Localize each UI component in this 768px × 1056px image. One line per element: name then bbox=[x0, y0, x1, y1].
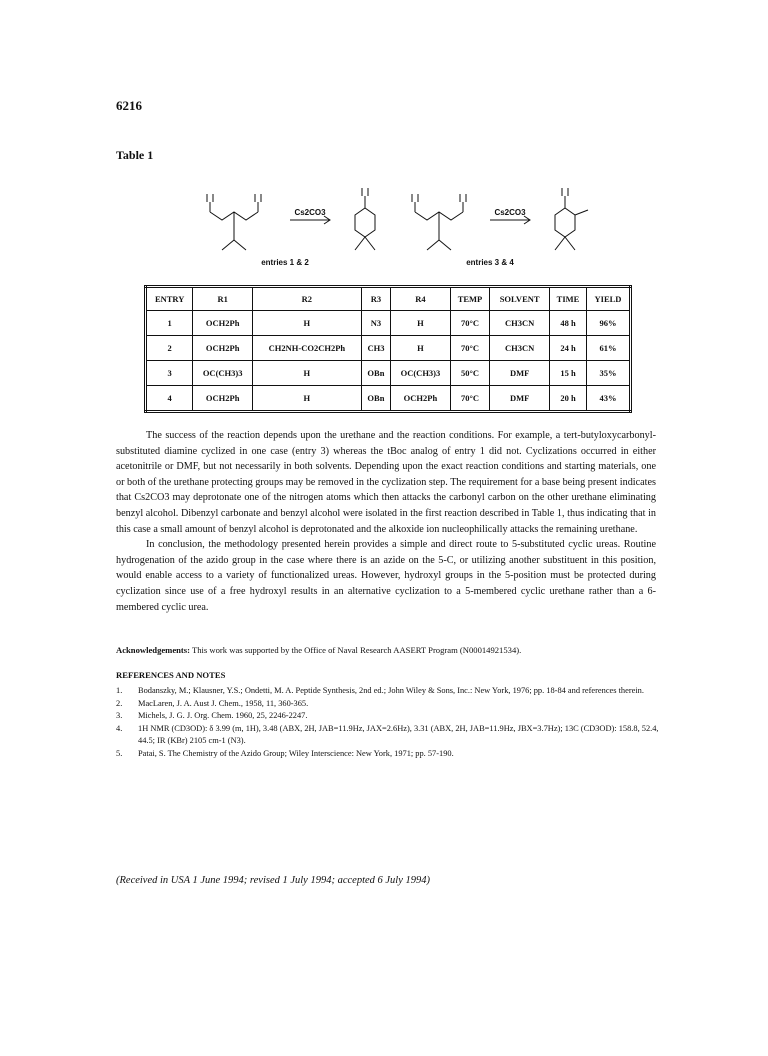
urea-right-structure bbox=[555, 188, 588, 250]
acknowledgements-label: Acknowledgements: bbox=[116, 645, 190, 655]
paragraph-results: The success of the reaction depends upon the urethane and the reaction conditions. For example, a tert-butyloxycarbonyl-substituted diamine cyclized in one case (entry 3) whereas the tBoc analog of entry 1 did not. Cyclizations occurred in either acetonitrile or DMF, but not necessarily in both solvents. Depending upon the exact reaction conditions and starting materials, one or both of the urethane protecting groups may be removed in the cyclization step. The requirement for a base being present indicates that Cs2CO3 may deprotonate one of the nitrogen atoms which then attacks the carbonyl carbon on the other urethane eliminating benzyl alcohol. Dibenzyl carbonate and benzyl alcohol were isolated in the first reaction described in Table 1, thus indicating that in this case a small amount of benzyl alcohol is deprotonated and the alkoxide ion nucleophilically attacks the remaining urethane. bbox=[116, 430, 656, 535]
table-row bbox=[146, 336, 631, 361]
reference-number: 3. bbox=[116, 711, 123, 721]
table-cell: 61% bbox=[586, 336, 630, 361]
table-cell: DMF bbox=[490, 386, 550, 412]
table-cell: H bbox=[252, 311, 361, 336]
diamine-right-structure bbox=[412, 194, 466, 250]
body-text bbox=[116, 428, 656, 615]
table-cell: OBn bbox=[361, 361, 390, 386]
reference-item bbox=[116, 723, 676, 748]
header-r1: R1 bbox=[193, 287, 253, 311]
table-cell: 96% bbox=[586, 311, 630, 336]
reagent-right: Cs2CO3 bbox=[494, 208, 526, 217]
table-cell: 15 h bbox=[550, 361, 587, 386]
reagent-left: Cs2CO3 bbox=[294, 208, 326, 217]
table-cell: OC(CH3)3 bbox=[193, 361, 253, 386]
table-cell: OCH2Ph bbox=[193, 386, 253, 412]
scheme-label-left: entries 1 & 2 bbox=[261, 258, 309, 267]
table-cell: 48 h bbox=[550, 311, 587, 336]
table-cell: 3 bbox=[146, 361, 193, 386]
references-heading: REFERENCES AND NOTES bbox=[116, 670, 226, 680]
table-header-row bbox=[146, 287, 631, 311]
table-cell: 20 h bbox=[550, 386, 587, 412]
page-number: 6216 bbox=[116, 98, 142, 113]
references-list bbox=[116, 685, 676, 761]
table-cell: 4 bbox=[146, 386, 193, 412]
table-cell: H bbox=[252, 361, 361, 386]
scheme-label-right: entries 3 & 4 bbox=[466, 258, 514, 267]
table-cell: CH3 bbox=[361, 336, 390, 361]
header-r3: R3 bbox=[361, 287, 390, 311]
table-row bbox=[146, 361, 631, 386]
header-r2: R2 bbox=[252, 287, 361, 311]
reference-number: 5. bbox=[116, 748, 123, 758]
reference-item bbox=[116, 685, 676, 698]
reference-number: 4. bbox=[116, 723, 123, 733]
table-cell: DMF bbox=[490, 361, 550, 386]
table-row bbox=[146, 386, 631, 412]
table-title: Table 1 bbox=[116, 148, 154, 162]
header-temp: TEMP bbox=[450, 287, 489, 311]
reference-item bbox=[116, 710, 676, 723]
table-cell: CH3CN bbox=[490, 311, 550, 336]
table-cell: 2 bbox=[146, 336, 193, 361]
reference-text: 1H NMR (CD3OD): δ 3.99 (m, 1H), 3.48 (ABX, 2H, JAB=11.9Hz, JAX=2.6Hz), 3.31 (ABX, 2H, JAB=11.9Hz, JBX=3.7Hz); 13C (CD3OD): 158.8, 52.4, 44.5; IR (KBr) 2105 cm-1 (N3). bbox=[138, 723, 659, 746]
table-cell: OCH2Ph bbox=[391, 386, 451, 412]
reference-text: Michels, J. G. J. Org. Chem. 1960, 25, 2246-2247. bbox=[138, 711, 308, 721]
reference-text: Bodanszky, M.; Klausner, Y.S.; Ondetti, M. A. Peptide Synthesis, 2nd ed.; John Wiley & Sons, Inc.: New York, 1976; pp. 18-84 and references therein. bbox=[138, 686, 644, 695]
table-cell: OCH2Ph bbox=[193, 311, 253, 336]
table-cell: 35% bbox=[586, 361, 630, 386]
table-cell: 70°C bbox=[450, 336, 489, 361]
results-table bbox=[144, 285, 632, 413]
table-cell: 70°C bbox=[450, 311, 489, 336]
table-cell: N3 bbox=[361, 311, 390, 336]
table-cell: 43% bbox=[586, 386, 630, 412]
reaction-scheme bbox=[190, 180, 630, 270]
table-cell: H bbox=[391, 311, 451, 336]
reference-text: Patai, S. The Chemistry of the Azido Group; Wiley Interscience: New York, 1971; pp. 57-190. bbox=[138, 748, 454, 758]
table-cell: 50°C bbox=[450, 361, 489, 386]
acknowledgements bbox=[116, 645, 676, 655]
header-r4: R4 bbox=[391, 287, 451, 311]
paragraph-conclusion: In conclusion, the methodology presented herein provides a simple and direct route to 5-substituted cyclic ureas. Routine hydrogenation of the azido group in the case where there is an azide on the 5-C, or utilizing another substituent in this position, would enable access to a variety of functionalized ureas. However, hydroxyl groups in the 5-position must be protected during cyclization since use of a free hydroxyl results in an alternative cyclization to a 5-membered cyclic urethane rather than a 6-membered cyclic urea. bbox=[116, 539, 656, 613]
diamine-left-structure bbox=[207, 194, 261, 250]
header-solvent: SOLVENT bbox=[490, 287, 550, 311]
table-row bbox=[146, 311, 631, 336]
table-cell: CH2NH-CO2CH2Ph bbox=[252, 336, 361, 361]
reference-number: 1. bbox=[116, 686, 123, 695]
table-cell: H bbox=[252, 386, 361, 412]
reference-text: MacLaren, J. A. Aust J. Chem., 1958, 11, 360-365. bbox=[138, 698, 309, 708]
table-cell: OCH2Ph bbox=[193, 336, 253, 361]
acknowledgements-text: This work was supported by the Office of Naval Research AASERT Program (N00014921534). bbox=[192, 645, 522, 655]
urea-left-structure bbox=[355, 188, 375, 250]
table-cell: 70°C bbox=[450, 386, 489, 412]
table-cell: CH3CN bbox=[490, 336, 550, 361]
table-cell: OC(CH3)3 bbox=[391, 361, 451, 386]
table-cell: H bbox=[391, 336, 451, 361]
table-cell: 1 bbox=[146, 311, 193, 336]
reference-item bbox=[116, 748, 676, 761]
reference-number: 2. bbox=[116, 698, 123, 708]
reference-item bbox=[116, 698, 676, 711]
header-time: TIME bbox=[550, 287, 587, 311]
received-dates: (Received in USA 1 June 1994; revised 1 July 1994; accepted 6 July 1994) bbox=[116, 875, 431, 886]
table-cell: 24 h bbox=[550, 336, 587, 361]
header-entry: ENTRY bbox=[146, 287, 193, 311]
table-cell: OBn bbox=[361, 386, 390, 412]
header-yield: YIELD bbox=[586, 287, 630, 311]
